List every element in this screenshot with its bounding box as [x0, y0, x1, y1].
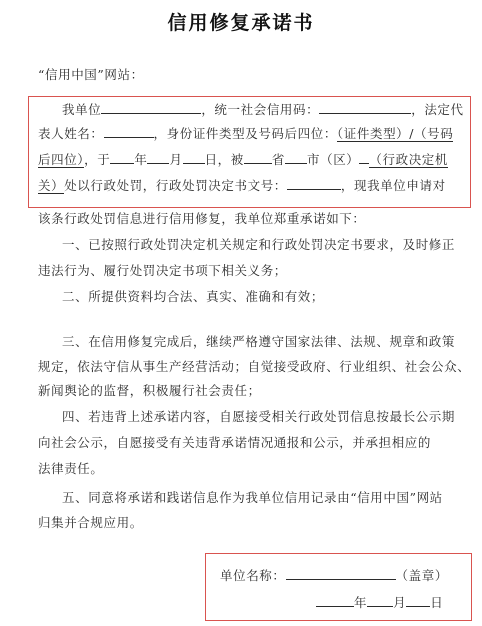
text-legal-rep: ，法定代	[411, 102, 464, 117]
text-id-type: ，身份证件类型及号码后四位：	[153, 126, 337, 141]
sign-line	[220, 566, 448, 585]
unit-name-blank[interactable]	[101, 100, 201, 114]
item3-line3: 新闻舆论的监督，积极履行社会责任；	[38, 383, 261, 398]
authority-blank[interactable]	[359, 150, 369, 164]
month-blank[interactable]	[147, 150, 169, 164]
sign-year-blank[interactable]	[316, 593, 354, 607]
sign-day: 日	[430, 595, 444, 610]
id-last4-blank[interactable]: 后四位）	[38, 152, 85, 167]
authority-label[interactable]: （行政决定机	[369, 152, 449, 167]
text-month: 月	[169, 152, 183, 167]
day-blank[interactable]	[183, 150, 205, 164]
item1-line2: 违法行为、履行处罚决定书项下相关义务；	[38, 263, 287, 278]
item5-line1: 五、同意将承诺和践诺信息作为我单位信用记录由“信用中国”网站	[62, 490, 443, 505]
item1-line1: 一、已按照行政处罚决定机关规定和行政处罚决定书要求，及时修正	[62, 237, 456, 252]
seal-label: （盖章）	[395, 568, 448, 583]
year-blank[interactable]	[110, 150, 134, 164]
item3-line1: 三、在信用修复完成后，继续严格遵守国家法律、法规、规章和政策	[62, 334, 456, 349]
id-type-blank[interactable]: （证件类型）/（号码	[336, 126, 454, 141]
item4-line2: 向社会公示，自愿接受有关违背承诺情况通报和公示，并承担相应的	[38, 435, 432, 450]
box1-line2	[38, 124, 453, 143]
text-province: 省	[271, 152, 285, 167]
text-apply: ，现我单位申请对	[340, 178, 446, 193]
text-city: 市（区）	[307, 152, 360, 167]
date-line	[316, 593, 443, 612]
rep-name-blank[interactable]	[104, 124, 154, 138]
credit-code-blank[interactable]	[319, 100, 411, 114]
unit-name-sign-blank[interactable]	[286, 566, 396, 580]
box1-line3	[38, 150, 448, 169]
doc-number-blank[interactable]	[287, 176, 341, 190]
item4-line1: 四、若违背上述承诺内容，自愿接受相关行政处罚信息按最长公示期	[62, 409, 456, 424]
sign-month-blank[interactable]	[367, 593, 393, 607]
box1-line1	[62, 100, 464, 119]
text-yu: ，于	[84, 152, 111, 167]
text-penalty-doc: 处以行政处罚，行政处罚决定书文号：	[64, 178, 287, 193]
item3-line2: 规定，依法守信从事生产经营活动；自觉接受政府、行业组织、社会公众、	[38, 359, 471, 374]
sign-month: 月	[393, 595, 407, 610]
text-year: 年	[134, 152, 148, 167]
sign-label: 单位名称：	[220, 568, 286, 583]
text-credit-code: ，统一社会信用码：	[201, 102, 320, 117]
item4-line3: 法律责任。	[38, 461, 104, 476]
text-wo-danwei: 我单位	[62, 102, 102, 117]
sign-year: 年	[354, 595, 368, 610]
document-title: 信用修复承诺书	[167, 12, 315, 34]
text-day-bei: 日，被	[204, 152, 244, 167]
addressee: “信用中国”网站：	[38, 67, 144, 82]
item5-line2: 归集并合规应用。	[38, 515, 143, 530]
item2: 二、所提供资料均合法、真实、准确和有效；	[62, 289, 325, 304]
sign-day-blank[interactable]	[406, 593, 430, 607]
province-blank[interactable]	[244, 150, 272, 164]
authority-label-end[interactable]: 关）	[38, 178, 65, 193]
text-rep-name: 表人姓名：	[38, 126, 104, 141]
intro-tail: 该条行政处罚信息进行信用修复，我单位郑重承诺如下：	[38, 211, 366, 226]
city-blank[interactable]	[285, 150, 307, 164]
box1-line4	[38, 176, 446, 195]
